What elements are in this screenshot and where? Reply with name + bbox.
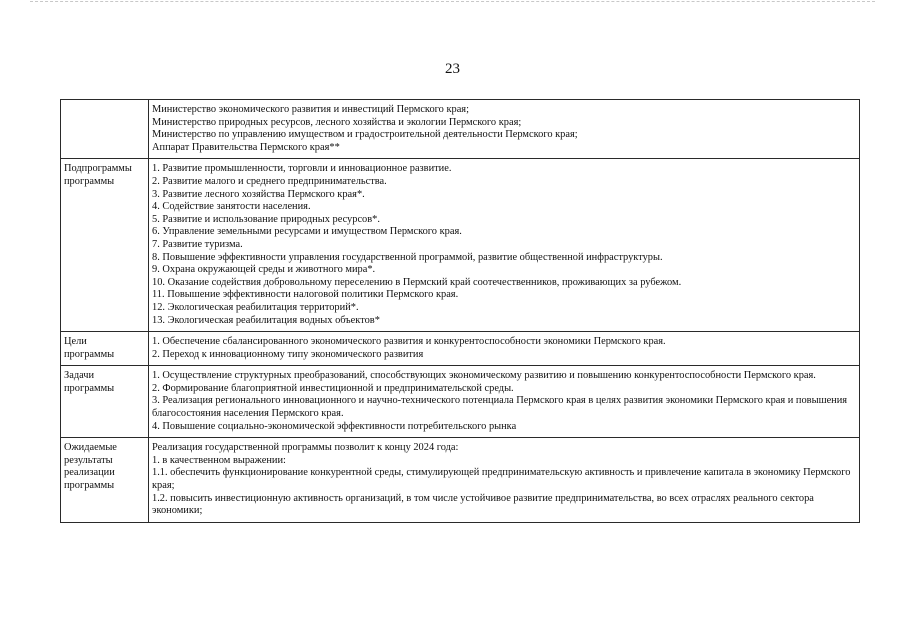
goals-row: [61, 332, 860, 366]
content-line: 1. Осуществление структурных преобразований, способствующих экономическому развитию и повышению конкурентоспособности Пермского края.: [152, 370, 816, 382]
row-label-line: программы: [64, 175, 115, 187]
content-line: 8. Повышение эффективности управления государственной программой, развитие общественной инфраструктуры.: [152, 251, 663, 263]
row-label-line: Ожидаемые: [64, 442, 117, 454]
content-line: Министерство природных ресурсов, лесного хозяйства и экологии Пермского края;: [152, 116, 522, 128]
content-line: 1. в качественном выражении:: [152, 454, 286, 466]
row-label-cell: [61, 366, 149, 438]
content-line: 1.1. обеспечить функционирование конкурентной среды, стимулирующей предпринимательскую активность и привлечение капитала в экономику Пермского края;: [152, 467, 851, 492]
content-line: 3. Развитие лесного хозяйства Пермского края*.: [152, 188, 365, 200]
responsible-executors-row: [61, 100, 860, 159]
row-content-cell: [149, 438, 860, 523]
scan-edge-line: [30, 1, 875, 2]
row-label-line: Задачи: [64, 370, 95, 382]
row-label-line: Цели: [64, 336, 87, 348]
content-line: 13. Экологическая реабилитация водных объектов*: [152, 314, 380, 326]
program-table: [60, 99, 860, 523]
expected-results-row: [61, 438, 860, 523]
row-label-cell: [61, 438, 149, 523]
row-label-cell: [61, 100, 149, 159]
content-line: 10. Оказание содействия добровольному переселению в Пермский край соотечественников, проживающих за рубежом.: [152, 276, 682, 288]
content-line: 4. Содействие занятости населения.: [152, 201, 311, 213]
row-label-cell: [61, 159, 149, 332]
row-content-cell: [149, 332, 860, 366]
row-content-cell: [149, 366, 860, 438]
content-line: Аппарат Правительства Пермского края**: [152, 141, 340, 153]
content-line: 1. Обеспечение сбалансированного экономического развития и конкурентоспособности экономики Пермского края.: [152, 336, 666, 348]
content-line: Реализация государственной программы позволит к концу 2024 года:: [152, 442, 459, 454]
row-content-cell: [149, 100, 860, 159]
row-label-line: программы: [64, 480, 115, 492]
row-label-line: результаты: [64, 454, 113, 466]
row-label-line: Подпрограммы: [64, 163, 132, 175]
content-line: 3. Реализация регионального инновационного и научно-технического потенциала Пермского края в целях развития экономики Пермского края и повышения благосостояния населения Пермского края.: [152, 395, 848, 420]
subprograms-row: [61, 159, 860, 332]
content-line: 6. Управление земельными ресурсами и имуществом Пермского края.: [152, 226, 462, 238]
content-line: 11. Повышение эффективности налоговой политики Пермского края.: [152, 289, 459, 301]
content-line: 9. Охрана окружающей среды и животного мира*.: [152, 264, 376, 276]
content-line: 5. Развитие и использование природных ресурсов*.: [152, 213, 380, 225]
content-line: Министерство экономического развития и инвестиций Пермского края;: [152, 104, 469, 115]
tasks-row: [61, 366, 860, 438]
row-content-cell: [149, 159, 860, 332]
row-label-line: реализации: [64, 467, 115, 479]
row-label-line: программы: [64, 382, 115, 394]
content-line: 7. Развитие туризма.: [152, 238, 243, 250]
page-number: 23: [445, 61, 460, 77]
content-line: 12. Экологическая реабилитация территорий*.: [152, 301, 359, 313]
content-line: 1.2. повысить инвестиционную активность организаций, в том числе устойчивое развитие предпринимательства, во всех отраслях реального сектора экономики;: [152, 492, 814, 517]
content-line: 2. Формирование благоприятной инвестиционной и предпринимательской среды.: [152, 382, 514, 394]
content-line: 2. Переход к инновационному типу экономического развития: [152, 348, 424, 360]
row-label-cell: [61, 332, 149, 366]
content-line: 4. Повышение социально-экономической эффективности потребительского рынка: [152, 420, 517, 432]
row-label-line: программы: [64, 348, 115, 360]
program-table-body: [61, 100, 860, 523]
content-line: 1. Развитие промышленности, торговли и инновационное развитие.: [152, 163, 452, 175]
content-line: Министерство по управлению имуществом и градостроительной деятельности Пермского края;: [152, 129, 578, 141]
content-line: 2. Развитие малого и среднего предпринимательства.: [152, 175, 387, 187]
